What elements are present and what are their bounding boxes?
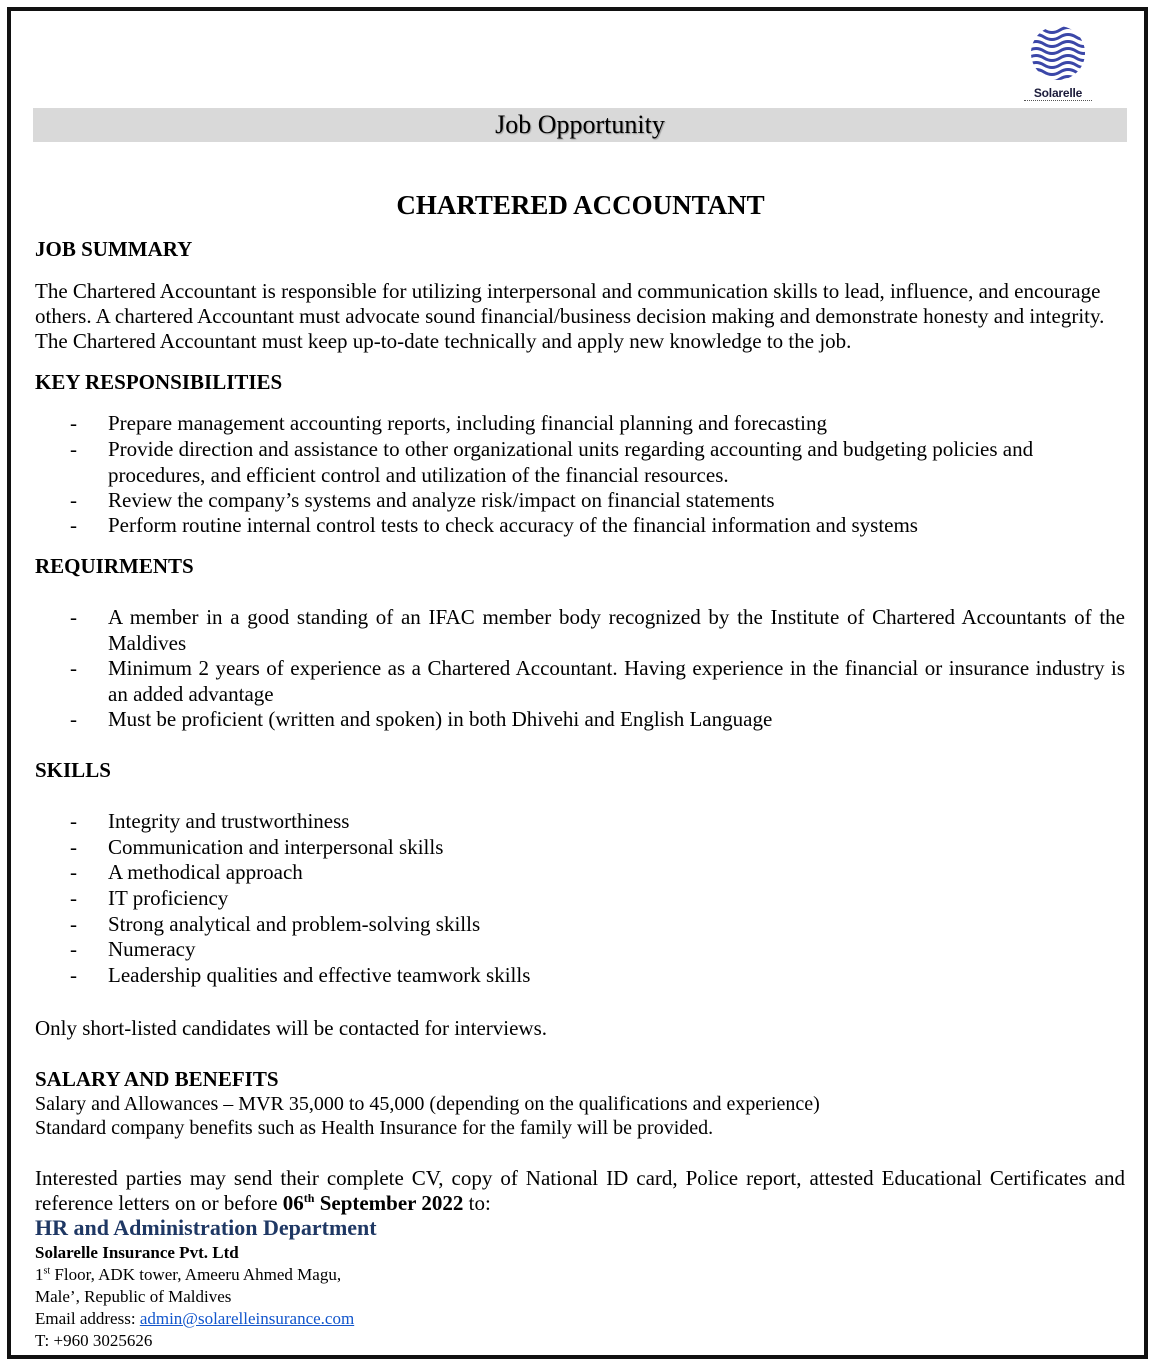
logo-tagline (1024, 100, 1092, 103)
responsibilities-heading: KEY RESPONSIBILITIES (35, 370, 283, 394)
skills-heading: SKILLS (35, 758, 111, 782)
globe-wave-icon (1024, 20, 1092, 84)
list-item: - Must be proficient (written and spoken) in both Dhivehi and English Language (70, 707, 773, 731)
deadline-date: 06th September 2022 (282, 1191, 464, 1215)
logo-wordmark: Solarelle (1033, 86, 1083, 100)
department-name: HR and Administration Department (35, 1215, 377, 1240)
salary-line: Salary and Allowances – MVR 35,000 to 45,000 (depending on the qualifications and experience) (35, 1093, 820, 1115)
salary-heading: SALARY AND BENEFITS (35, 1067, 279, 1091)
requirements-heading: REQUIRMENTS (35, 554, 194, 578)
list-item: - Leadership qualities and effective teamwork skills (70, 963, 531, 987)
address-line-2: Male’, Republic of Maldives (35, 1287, 232, 1306)
list-item: - IT proficiency (70, 886, 229, 910)
list-item: - Provide direction and assistance to other organizational units regarding accounting and budgeting policies and procedures, and efficient control and utilization of the financial resources. (70, 437, 1034, 487)
job-summary-text: The Chartered Accountant is responsible for utilizing interpersonal and communication skills to lead, influence, and encourage others. A chartered Accountant must advocate sound financial/business decision making and demonstrate honesty and integrity. The Chartered Accountant must keep up-to-date technically and apply new knowledge to the job. (35, 279, 1105, 353)
list-item: - Numeracy (70, 937, 196, 961)
apply-instructions: Interested parties may send their complete CV, copy of National ID card, Police report, attested Educational Certificates and reference letters on or before 06th September 2022 to: (35, 1166, 1125, 1215)
address-line-1: 1st Floor, ADK tower, Ameeru Ahmed Magu, (35, 1265, 342, 1284)
list-item: - Communication and interpersonal skills (70, 835, 444, 859)
list-item: - A methodical approach (70, 860, 303, 884)
list-item: - A member in a good standing of an IFAC member body recognized by the Institute of Chartered Accountants of the Maldives (70, 605, 1125, 655)
job-opportunity-banner: Job Opportunity (33, 108, 1127, 142)
list-item: - Integrity and trustworthiness (70, 809, 350, 833)
email-line: Email address: admin@solarelleinsurance.com (35, 1309, 355, 1328)
list-item: - Perform routine internal control tests to check accuracy of the financial information and systems (70, 513, 918, 537)
solarelle-logo (1024, 20, 1092, 106)
list-item: - Minimum 2 years of experience as a Chartered Accountant. Having experience in the financial or insurance industry is an added advantage (70, 656, 1125, 706)
benefits-line: Standard company benefits such as Health Insurance for the family will be provided. (35, 1117, 714, 1139)
phone-line: T: +960 3025626 (35, 1331, 153, 1350)
list-item: - Strong analytical and problem-solving skills (70, 912, 481, 936)
job-summary-heading: JOB SUMMARY (35, 237, 193, 261)
email-link[interactable]: admin@solarelleinsurance.com (139, 1309, 355, 1328)
company-name: Solarelle Insurance Pvt. Ltd (35, 1243, 239, 1262)
list-item: - Review the company’s systems and analyze risk/impact on financial statements (70, 488, 775, 512)
job-title: CHARTERED ACCOUNTANT (396, 190, 765, 220)
list-item: - Prepare management accounting reports, including financial planning and forecasting (70, 411, 827, 435)
shortlist-note: Only short-listed candidates will be contacted for interviews. (35, 1016, 548, 1040)
